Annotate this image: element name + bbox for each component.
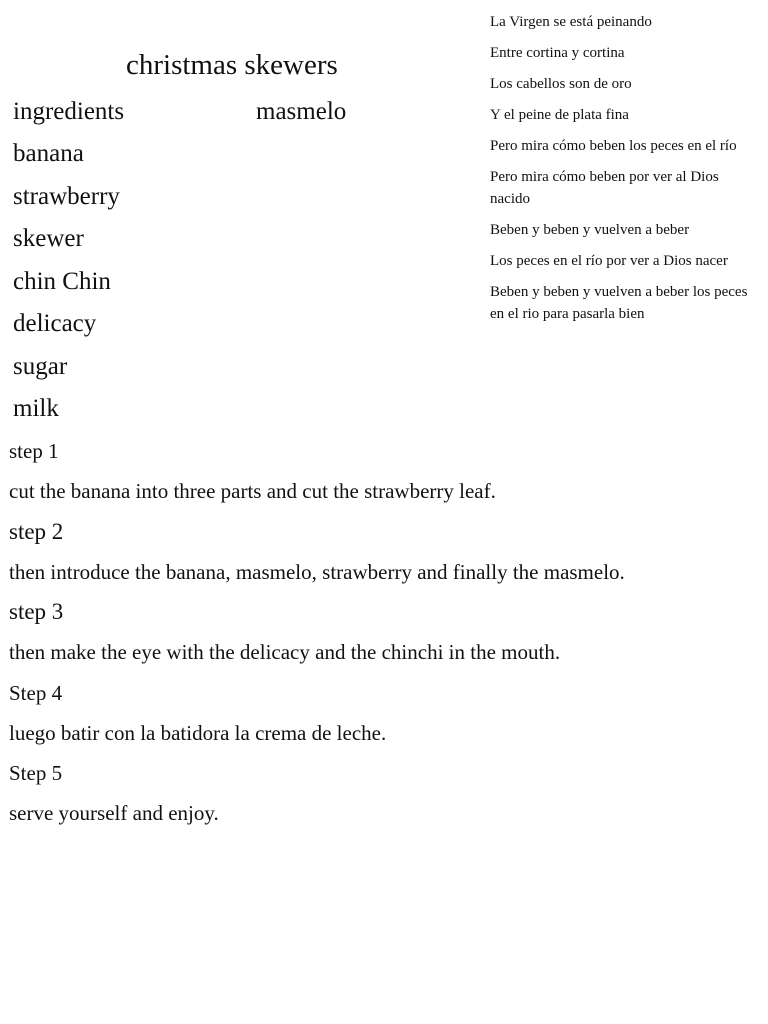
ingredients-section <box>0 92 470 422</box>
ingredients-heading: ingredients <box>13 98 125 125</box>
ingredient-item: milk <box>13 395 59 422</box>
ingredient-item: banana <box>13 140 84 167</box>
step-heading: Step 4 <box>9 680 63 705</box>
lyric-line: Beben y beben y vuelven a beber <box>490 222 690 238</box>
lyric-line: La Virgen se está peinando <box>490 14 652 30</box>
ingredient-item: sugar <box>13 352 68 380</box>
step-text: cut the banana into three parts and cut the strawberry leaf. <box>9 479 496 503</box>
lyric-line: Y el peine de plata fina <box>490 107 629 123</box>
recipe-title: christmas skewers <box>126 49 338 81</box>
ingredient-masmelo: masmelo <box>256 98 347 125</box>
ingredient-item: chin Chin <box>13 267 111 295</box>
step-text: then make the eye with the delicacy and the chinchi in the mouth. <box>9 640 561 664</box>
lyric-line: Beben y beben y vuelven a beber los peces en el rio para pasarla bien <box>490 284 748 322</box>
step-heading: Step 5 <box>9 761 63 785</box>
lyric-line: Los peces en el río por ver a Dios nacer <box>490 253 728 269</box>
step-text: serve yourself and enjoy. <box>9 801 219 825</box>
lyric-line: Entre cortina y cortina <box>490 45 625 61</box>
lyric-line: Pero mira cómo beben los peces en el río <box>490 138 737 154</box>
song-lyrics <box>490 11 756 334</box>
step-heading: step 3 <box>9 599 64 624</box>
lyric-line: Los cabellos son de oro <box>490 76 632 92</box>
step-text: luego batir con la batidora la crema de leche. <box>9 720 387 745</box>
step-text: then introduce the banana, masmelo, strawberry and finally the masmelo. <box>9 559 625 584</box>
step-heading: step 1 <box>9 439 59 463</box>
ingredient-item: skewer <box>13 225 84 252</box>
ingredient-item: strawberry <box>13 182 120 210</box>
lyric-line: Pero mira cómo beben por ver al Dios nacido <box>490 169 719 207</box>
ingredient-item: delicacy <box>13 310 97 337</box>
step-heading: step 2 <box>9 518 64 544</box>
steps-section <box>9 436 759 839</box>
ingredient-list <box>13 138 120 436</box>
